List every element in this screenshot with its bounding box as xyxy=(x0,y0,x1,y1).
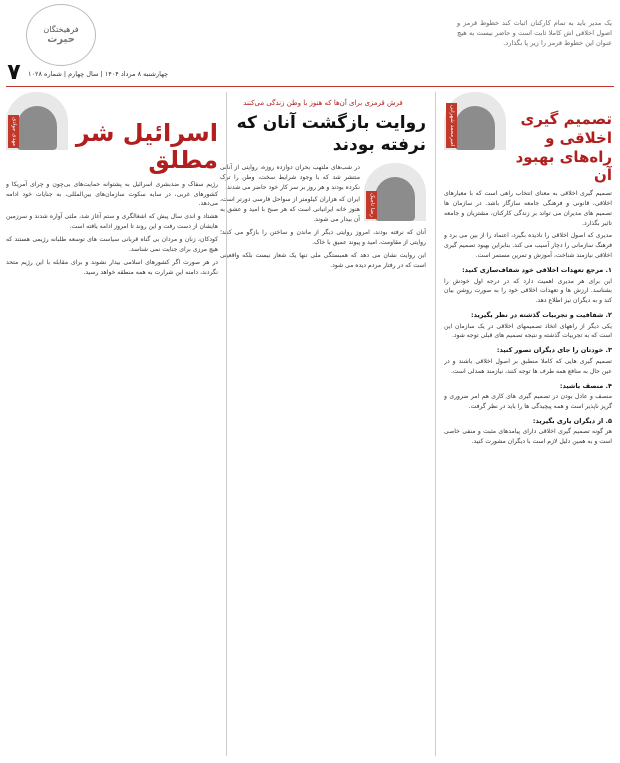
paragraph: منصف و عادل بودن در تصمیم گیری های کاری هم امر ضروری و گریز ناپذیر است و همه پیچیدگی ها را باید در نظر گرفت. xyxy=(444,393,612,410)
left-article xyxy=(6,92,218,758)
section-heading: ۱. مرجع تعهدات اخلاقی خود شفاف‌سازی کنید: xyxy=(462,266,612,275)
author-tag: رضا تاجیک xyxy=(366,191,377,219)
logo-subtext: حیرت xyxy=(47,34,75,45)
paragraph: تصمیم گیری اخلاقی به معنای انتخاب راهی است که با معیارهای اخلاقی، قانونی و فرهنگی جامعه سازگار باشد. در سازمان ها تصمیم های مدیران می تواند بر زندگی کارکنان، مشتریان و جامعه تاثیر بگذارد. xyxy=(444,190,612,227)
article-title: اسرائیل شر مطلق xyxy=(75,119,218,174)
column-divider xyxy=(226,92,227,756)
paragraph: آنان که نرفته بودند، امروز روایتی دیگر از ماندن و ساختن را بازگو می کنند؛ روایتی از مقاومت، امید و پیوند عمیق با خاک. xyxy=(220,228,426,246)
paragraph: ایران که هزاران کیلومتر از سواحل فارسی دورتر است، هنوز خانه ایرانیانی است که هر صبح با امید و عشق به آن بیدار می شوند. xyxy=(220,196,360,224)
middle-article xyxy=(220,92,426,758)
article-title: روایت بازگشت آنان که نرفته بودند xyxy=(236,113,426,156)
paragraph: تصمیم گیری هایی که کاملا منطبق بر اصول اخلاقی باشند و در عین حال به منافع همه طرف ها توجه کنند، نیازمند همدلی است. xyxy=(444,357,612,375)
paragraph: هر گونه تصمیم گیری اخلاقی دارای پیامدهای مثبت و منفی خاصی است و به همین دلیل لازم است با دیگران مشورت کنید. xyxy=(444,428,612,446)
paragraph: در شب‌های ملتهب بحران دوازده روزه، روایتی از آنانی منتشر شد که با وجود شرایط سخت، وطن را ترک نکرده بودند و هر روز بر سر کار خود حاضر می شدند. xyxy=(220,163,360,191)
section-heading: ۳. خودتان را جای دیگران تصور کنید: xyxy=(496,346,612,355)
author-tag: امیرمحمد شهرابی xyxy=(446,103,457,148)
paragraph: این روایت نشان می دهد که همبستگی ملی تنها یک شعار نیست بلکه واقعیتی است که در رفتار مردم دیده می شود. xyxy=(220,251,426,269)
newspaper-logo xyxy=(26,4,96,66)
author-tag: مهدی جوادی xyxy=(8,115,19,148)
page-header xyxy=(0,0,620,88)
column-divider xyxy=(435,92,436,756)
paragraph: رژیم سفاک و ضدبشری اسرائیل به پشتوانه حمایت‌های بی‌چون و چرای آمریکا و کشورهای غربی، در سایه سکوت سازمان‌های بین‌المللی، به جنایات خود ادامه می‌دهد. xyxy=(6,180,218,208)
section-heading: ۵. از دیگران یاری بگیرید: xyxy=(532,416,612,425)
section-heading: ۴. منصف باشید: xyxy=(559,381,612,390)
avatar xyxy=(17,106,57,150)
author-photo xyxy=(364,163,426,221)
paragraph: این برای هر مدیری اهمیت دارد که در درجه اول خودش را بشناسد. ارزش ها و تعهدات اخلاقی خود را به صورت روشن بیان کند و به دیگران نیز اطلاع دهد. xyxy=(444,277,612,305)
page-number: ۷ xyxy=(7,60,21,85)
paragraph: مدیری که اصول اخلاقی را نادیده بگیرد، اعتماد را از بین می برد و فرهنگ سازمانی را دچار آسیب می کند. بنابراین بهبود تصمیم گیری اخلاقی نیازمند شناخت، آموزش و تمرین مستمر است. xyxy=(444,232,612,260)
section-heading: ۲. شفافیت و تجربیات گذشته در نظر بگیرید: xyxy=(471,311,612,320)
avatar xyxy=(455,106,495,150)
author-photo xyxy=(444,92,506,150)
avatar xyxy=(375,177,415,221)
paragraph: کودکان، زنان و مردان بی گناه قربانی سیاست های توسعه طلبانه رژیمی هستند که هیچ مرزی برای جنایت نمی شناسد. xyxy=(6,236,218,253)
paragraph: هشتاد و اندی سال پیش که اشغالگری و ستم آغاز شد، ملتی آواره شدند و سرزمین هایشان از دست رفت و این روند تا امروز ادامه یافته است. xyxy=(6,213,218,231)
logo-text: فرهیختگان xyxy=(43,25,79,34)
paragraph: یکی دیگر از راههای اتخاذ تصمیمهای اخلاقی در یک سازمان این است که به تجربیات گذشته و نتیجه تصمیم های قبلی توجه شود. xyxy=(444,322,612,340)
header-quote: یک مدیر باید به تمام کارکنان اثبات کند خطوط قرمز و اصول اخلاقی اش کاملا ثابت است و حاضر نیست به هیچ عنوان این خطوط قرمز را زیر پا بگذارد. xyxy=(457,19,612,48)
right-article xyxy=(444,92,612,758)
article-kicker: فرش قرمزی برای آن‌ها که هنوز با وطن زندگی می‌کنند xyxy=(243,99,403,107)
author-photo xyxy=(6,92,68,150)
paragraph: در هر صورت اگر کشورهای اسلامی بیدار نشوند و برای مقابله با این رژیم متحد نگردند، دامنه این شرارت به همه منطقه خواهد رسید. xyxy=(6,258,218,276)
article-title: تصمیم گیری اخلاقی و راه‌های بهبود آن xyxy=(515,110,612,185)
issue-line: چهارشنبه ۸ مرداد ۱۴۰۴ | سال چهارم | شماره ۱۰۲۸ xyxy=(28,70,169,78)
header-rule xyxy=(6,86,614,87)
